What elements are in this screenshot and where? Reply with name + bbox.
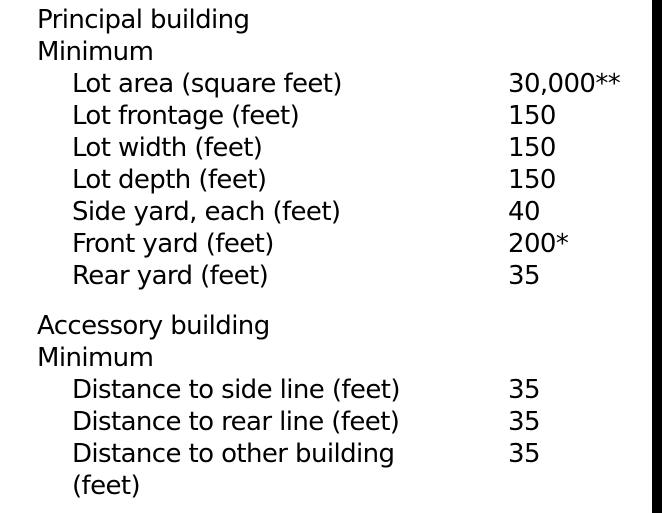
row-label: Distance to other building xyxy=(72,439,395,469)
row-label: Front yard (feet) xyxy=(72,229,274,259)
row-label: Lot width (feet) xyxy=(72,133,263,163)
row-value: 40 xyxy=(508,197,540,227)
row-label: Distance to side line (feet) xyxy=(72,375,400,405)
section-subheading: Minimum xyxy=(37,37,154,67)
section-heading: Accessory building xyxy=(37,311,270,341)
row-label: Lot area (square feet) xyxy=(72,69,342,99)
row-label: Distance to rear line (feet) xyxy=(72,407,400,437)
row-value: 150 xyxy=(508,165,556,195)
row-value: 35 xyxy=(508,439,540,469)
row-value: 35 xyxy=(508,261,540,291)
row-label-continuation: (feet) xyxy=(72,471,141,501)
row-value: 150 xyxy=(508,101,556,131)
section-heading: Principal building xyxy=(37,5,250,35)
row-label: Side yard, each (feet) xyxy=(72,197,341,227)
page-edge-border xyxy=(652,0,662,513)
row-value: 35 xyxy=(508,407,540,437)
row-value: 35 xyxy=(508,375,540,405)
row-value: 150 xyxy=(508,133,556,163)
row-label: Lot depth (feet) xyxy=(72,165,267,195)
row-value: 30,000** xyxy=(508,69,621,99)
row-label: Rear yard (feet) xyxy=(72,261,269,291)
row-value: 200* xyxy=(508,229,569,259)
row-label: Lot frontage (feet) xyxy=(72,101,300,131)
section-subheading: Minimum xyxy=(37,343,154,373)
